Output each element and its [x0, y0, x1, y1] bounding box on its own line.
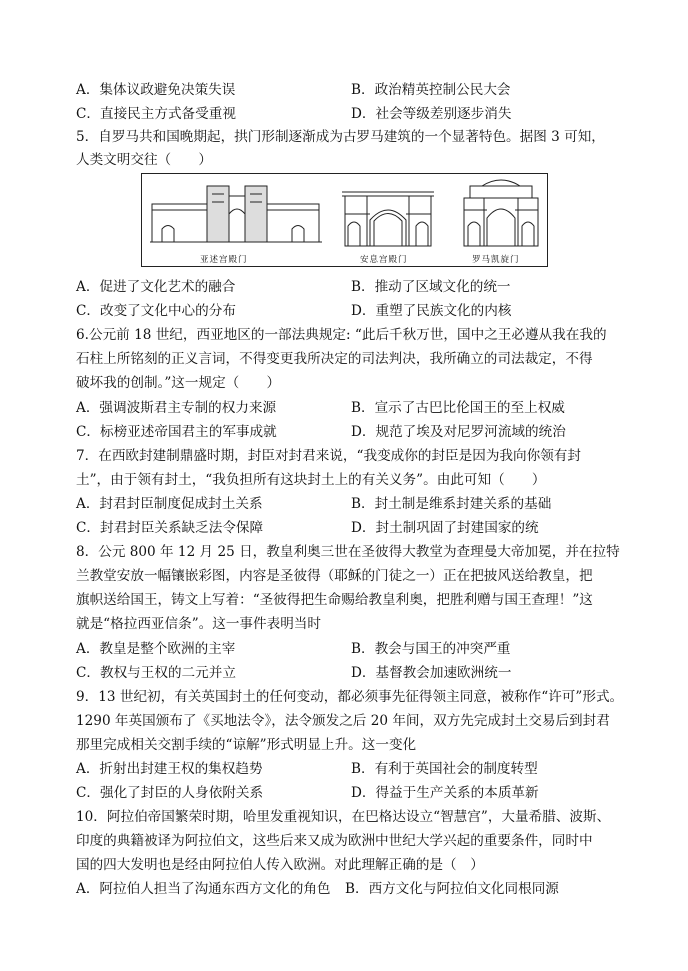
question-stem-line: 9．13 世纪初，有关英国封土的任何变动，都必须事先征得领主同意，被称作“许可”形式。: [76, 689, 624, 705]
option-b: B．西方文化与阿拉伯文化同根同源: [345, 881, 559, 897]
option-a: A．折射出封建王权的集权趋势: [76, 761, 263, 777]
question-stem-line: 兰教堂安放一幅镶嵌彩图，内容是圣彼得（耶稣的门徒之一）正在把披风送给教皇，把: [76, 568, 593, 584]
option-b: B．政治精英控制公民大会: [351, 82, 511, 98]
option-a: A．促进了文化艺术的融合: [76, 279, 236, 295]
option-c: C．直接民主方式备受重视: [76, 106, 236, 122]
question-stem-line: 土”，由于领有封土，“我负担所有这块封土上的有关义务”。由此可知（ ）: [76, 472, 546, 488]
option-d: D．社会等级差别逐步消失: [351, 106, 512, 122]
option-d: D．基督教会加速欧洲统一: [351, 665, 512, 681]
option-c: C．强化了封臣的人身依附关系: [76, 785, 264, 801]
question-stem-line: 就是“格拉西亚信条”。这一事件表明当时: [76, 616, 321, 632]
figure-caption-rome: 罗马凯旋门: [472, 255, 520, 265]
question-stem-line: 国的四大发明也是经由阿拉伯人传入欧洲。对此理解正确的是（ ）: [76, 857, 484, 873]
question-stem-line: 石柱上所铭刻的正义言词，不得变更我所决定的司法判决，我所确立的司法裁定，不得: [76, 351, 593, 367]
figure-caption-assyria: 亚述宫殿门: [200, 255, 248, 265]
option-b: B．宣示了古巴比伦国王的至上权威: [351, 400, 565, 416]
option-c: C．改变了文化中心的分布: [76, 303, 236, 319]
question-stem-line: 1290 年英国颁布了《买地法令》，法令颁发之后 20 年间，双方先完成封土交易后到封君: [76, 713, 610, 729]
architecture-figure: [141, 173, 548, 267]
option-a: A．封君封臣制度促成封土关系: [76, 496, 263, 512]
option-a: A．阿拉伯人担当了沟通东西方文化的角色: [76, 881, 331, 897]
question-stem-line: 10．阿拉伯帝国繁荣时期，哈里发重视知识，在巴格达设立“智慧宫”，大量希腊、波斯、: [76, 809, 611, 825]
option-b: B．封土制是维系封建关系的基础: [351, 496, 552, 512]
question-stem-line: 那里完成相关交割手续的“谅解”形式明显上升。这一变化: [76, 737, 417, 753]
figure-caption-parthia: 安息宫殿门: [360, 255, 408, 265]
option-b: B．推动了区域文化的统一: [351, 279, 511, 295]
option-b: B．教会与国王的冲突严重: [351, 641, 511, 657]
option-c: C．封君封臣关系缺乏法令保障: [76, 520, 264, 536]
question-stem-line: 6.公元前 18 世纪，西亚地区的一部法典规定: “此后千秋万世，国中之王必遵从我在我的: [76, 327, 607, 343]
option-d: D．规范了埃及对尼罗河流域的统治: [351, 424, 566, 440]
question-stem-line: 印度的典籍被译为阿拉伯文，这些后来又成为欧洲中世纪大学兴起的重要条件，同时中: [76, 833, 593, 849]
option-a: A．教皇是整个欧洲的主宰: [76, 641, 236, 657]
option-c: C．教权与王权的二元并立: [76, 665, 236, 681]
option-d: D．重塑了民族文化的内核: [351, 303, 512, 319]
option-a: A．强调波斯君主专制的权力来源: [76, 400, 277, 416]
option-a: A．集体议政避免决策失误: [76, 82, 236, 98]
option-b: B．有利于英国社会的制度转型: [351, 761, 538, 777]
question-stem-line: 7．在西欧封建制鼎盛时期，封臣对封君来说，“我变成你的封臣是因为我向你领有封: [76, 448, 581, 464]
option-d: D．得益于生产关系的本质革新: [351, 785, 539, 801]
question-stem-line: 破坏我的创制。”这一规定（ ）: [76, 375, 281, 391]
question-stem-line: 5．自罗马共和国晚期起，拱门形制逐渐成为古罗马建筑的一个显著特色。据图 3 可知，: [76, 129, 605, 145]
question-stem-line: 8．公元 800 年 12 月 25 日，教皇利奥三世在圣彼得大教堂为查理曼大帝加冕，并在拉特: [76, 544, 620, 560]
option-d: D．封土制巩固了封建国家的统: [351, 520, 539, 536]
question-stem-line: 旗帜送给国王，铸文上写着：“圣彼得把生命赐给教皇利奥，把胜利赠与国王查理！”这: [76, 592, 593, 608]
option-c: C．标榜亚述帝国君主的军事成就: [76, 424, 277, 440]
question-stem-line: 人类文明交往（ ）: [76, 152, 212, 168]
